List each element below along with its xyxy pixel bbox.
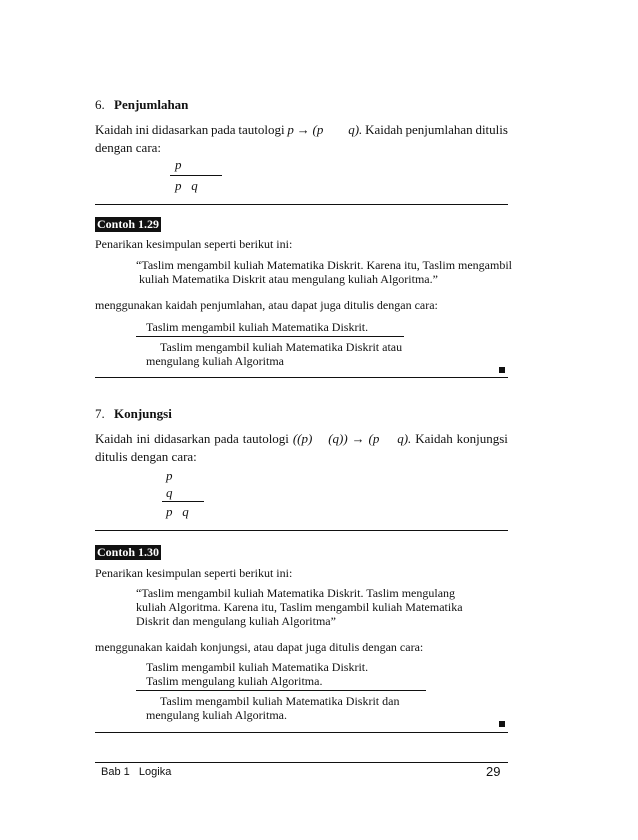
example-1-29-inference-line [136, 336, 404, 337]
example-1-30-method: menggunakan kaidah konjungsi, atau dapat juga ditulis dengan cara: [95, 640, 424, 654]
section-7-number: 7. [95, 406, 105, 421]
section-7-rule-premise-2: q [166, 485, 173, 500]
example-1-29-quote-line-2: kuliah Matematika Diskrit atau mengulang kuliah Algoritma.” [139, 272, 438, 286]
section-7-rule-line [162, 501, 204, 502]
example-1-30-quote-line-3: Diskrit dan mengulang kuliah Algoritma” [136, 614, 336, 628]
example-1-29-intro: Penarikan kesimpulan seperti berikut ini: [95, 237, 293, 251]
divider [95, 530, 508, 531]
example-1-30-quote-line-2: kuliah Algoritma. Karena itu, Taslim mengambil kuliah Matematika [136, 600, 463, 614]
section-7-line-2: ditulis dengan cara: [95, 449, 197, 464]
section-7-paragraph [95, 431, 508, 465]
example-1-29-conclusion-line-2: mengulang kuliah Algoritma [146, 354, 284, 368]
example-1-30-badge: Contoh 1.30 [97, 545, 160, 559]
section-6-rule-conclusion: p q [175, 178, 198, 193]
example-1-29-conclusion-line-1: Taslim mengambil kuliah Matematika Diskrit atau [160, 340, 403, 354]
section-7-heading [95, 406, 172, 422]
section-6-rule-premise: p [175, 157, 182, 172]
section-6-heading [95, 97, 188, 113]
footer-chapter: Bab 1 Logika [101, 766, 172, 778]
divider [95, 732, 508, 733]
divider [95, 204, 508, 205]
example-1-30-quote-line-1: “Taslim mengambil kuliah Matematika Diskrit. Taslim mengulang [136, 586, 456, 600]
section-7-rule-conclusion: p q [166, 504, 189, 519]
example-1-30-conclusion-line-1: Taslim mengambil kuliah Matematika Diskrit dan [160, 694, 400, 708]
section-6-rule-line [170, 175, 222, 176]
section-6-line-2: dengan cara: [95, 140, 162, 155]
example-1-29-premise: Taslim mengambil kuliah Matematika Diskrit. [146, 320, 369, 334]
end-of-example-square-icon [499, 367, 505, 373]
section-7-rule-premise-1: p [166, 468, 173, 483]
footer-rule [95, 762, 508, 763]
section-6-line-1: Kaidah ini didasarkan pada tautologi p → (p q). Kaidah penjumlahan ditulis [95, 122, 508, 137]
example-1-29-method: menggunakan kaidah penjumlahan, atau dapat juga ditulis dengan cara: [95, 298, 438, 312]
section-6-paragraph [95, 122, 508, 156]
example-1-30-intro: Penarikan kesimpulan seperti berikut ini: [95, 566, 293, 580]
example-1-30-premise-1: Taslim mengambil kuliah Matematika Diskrit. [146, 660, 369, 674]
section-6-title: Penjumlahan [114, 97, 189, 112]
end-of-example-square-icon [499, 721, 505, 727]
example-1-30-inference-line [136, 690, 426, 691]
example-1-29-quote-line-1: “Taslim mengambil kuliah Matematika Diskrit. Karena itu, Taslim mengambil [136, 258, 513, 272]
example-1-30-premise-2: Taslim mengulang kuliah Algoritma. [146, 674, 323, 688]
section-7-title: Konjungsi [114, 406, 172, 421]
footer-page-number: 29 [486, 764, 501, 779]
divider [95, 377, 508, 378]
example-1-30-conclusion-line-2: mengulang kuliah Algoritma. [146, 708, 287, 722]
section-7-line-1: Kaidah ini didasarkan pada tautologi ((p) (q)) → (p q). Kaidah konjungsi [95, 431, 508, 446]
section-6-number: 6. [95, 97, 105, 112]
example-1-29-badge: Contoh 1.29 [97, 217, 160, 231]
